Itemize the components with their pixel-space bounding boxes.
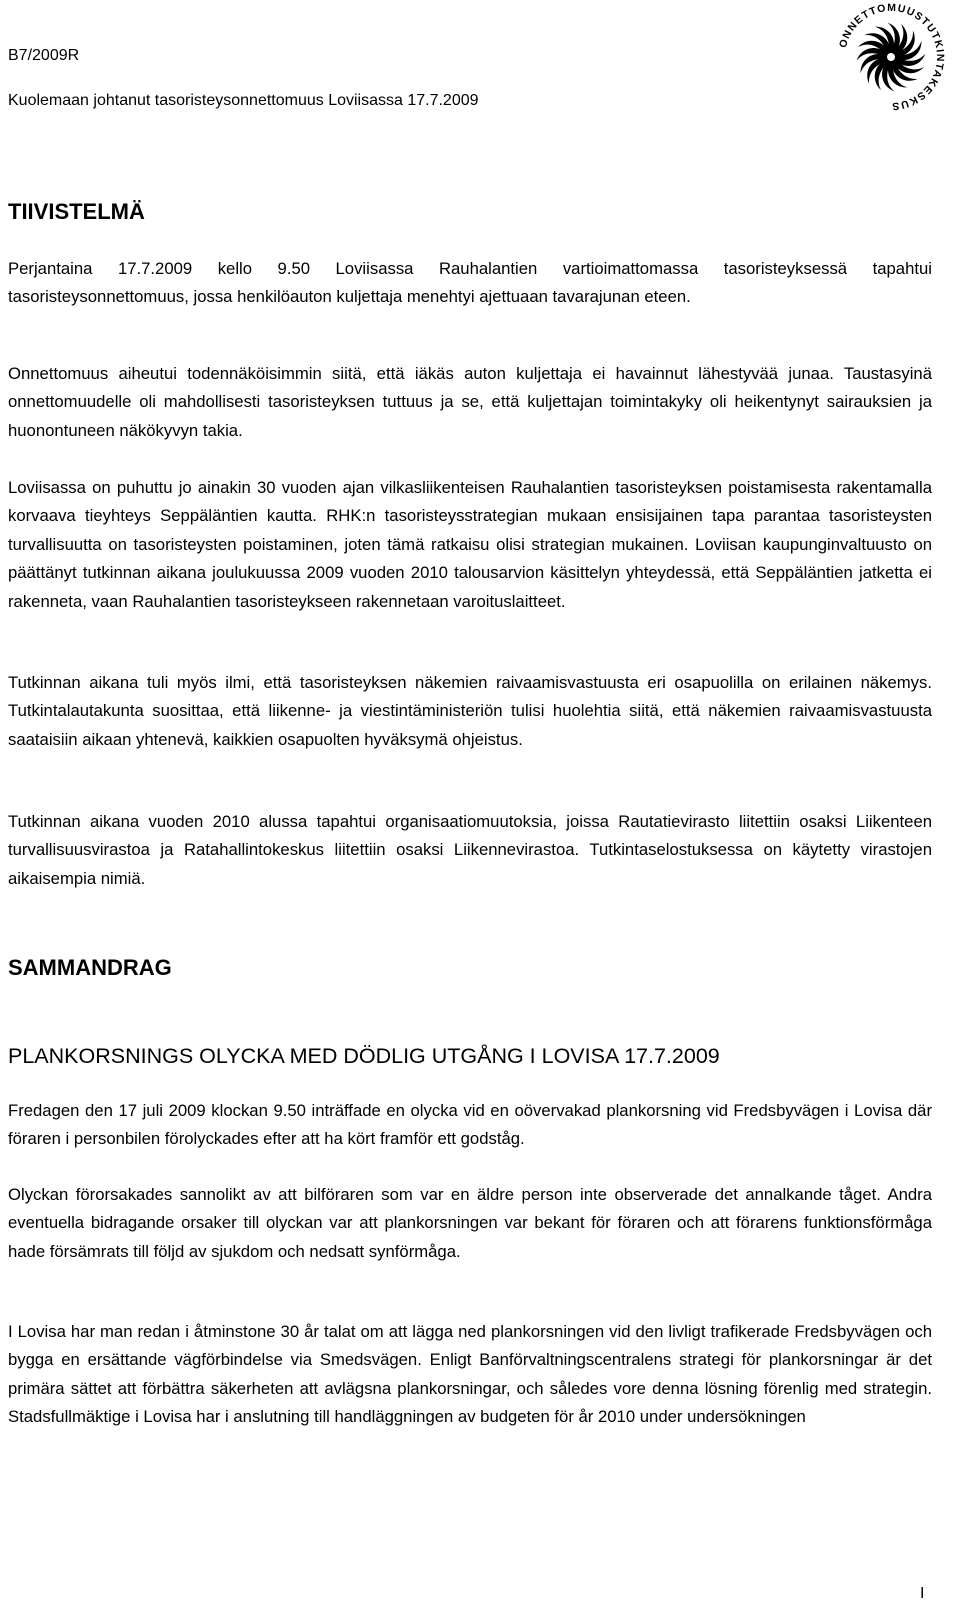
onnettomuustutkintakeskus-logo (836, 2, 946, 112)
sv-summary-heading: SAMMANDRAG (8, 955, 172, 980)
fi-summary-heading: TIIVISTELMÄ (8, 199, 145, 224)
report-title: Kuolemaan johtanut tasoristeysonnettomuus Loviisassa 17.7.2009 (8, 92, 479, 109)
fi-paragraph: Tutkinnan aikana tuli myös ilmi, että tasoristeyksen näkemien raivaamisvastuusta eri osapuolilla on erilainen näkemys. Tutkintalautakunta suosittaa, että liikenne- ja viestintäministeriön tulisi huolehtia siitä, että näkemien raivaamisvastuusta saataisiin aikaan yhtenevä, kaikkien osapuolten hyväksymä ohjeistus. (8, 673, 932, 749)
sv-paragraph: Fredagen den 17 juli 2009 klockan 9.50 inträffade en olycka vid en oövervakad plankorsning vid Fredsbyvägen i Lovisa där föraren i personbilen förolyckades efter att ha kört framför ett godståg. (8, 1101, 932, 1149)
sv-report-title: PLANKORSNINGS OLYCKA MED DÖDLIG UTGÅNG I LOVISA 17.7.2009 (8, 1044, 720, 1068)
sv-paragraph: I Lovisa har man redan i åtminstone 30 år talat om att lägga ned plankorsningen vid den livligt trafikerade Fredsbyvägen och bygga en ersättande vägförbindelse via Smedsvägen. Enligt Banförvaltningscentralens strategi för plankorsningar är det primära sättet att förbättra säkerheten att avlägsna plankorsningar, och således vore denna lösning förenlig med strategin. Stadsfullmäktige i Lovisa har i anslutning till handläggningen av budgeten för år 2010 under undersökningen (8, 1322, 932, 1427)
sv-paragraph: Olyckan förorsakades sannolikt av att bilföraren som var en äldre person inte observerade det annalkande tåget. Andra eventuella bidragande orsaker till olyckan var att plankorsningen var bekant för föraren och att förarens funktionsförmåga hade försämrats till följd av sjukdom och nedsatt synförmåga. (8, 1185, 932, 1261)
fi-paragraph: Perjantaina 17.7.2009 kello 9.50 Loviisassa Rauhalantien vartioimattomassa tasoristeyksessä tapahtui tasoristeysonnettomuus, jossa henkilöauton kuljettaja menehtyi ajettuaan tavarajunan eteen. (8, 259, 932, 307)
page-number: I (920, 1585, 925, 1602)
fi-paragraph: Tutkinnan aikana vuoden 2010 alussa tapahtui organisaatiomuutoksia, joissa Rautatievirasto liitettiin osaksi Liikenteen turvallisuusvirastoa ja Ratahallintokeskus liitettiin osaksi Liikennevirastoa. Tutkintaselostuksessa on käytetty virastojen aikaisempia nimiä. (8, 812, 932, 888)
fi-paragraph: Onnettomuus aiheutui todennäköisimmin siitä, että iäkäs auton kuljettaja ei havainnut lähestyvää junaa. Taustasyinä onnettomuudelle oli mahdollisesti tasoristeyksen tuttuus ja se, että kuljettajan toimintakyky oli heikentynyt sairauksien ja huonontuneen näkökyvyn takia. (8, 364, 932, 440)
svg-text:ONNETTOMUUSTUTKINTAKESKUS: ONNETTOMUUSTUTKINTAKESKUS (836, 2, 946, 112)
report-id: B7/2009R (8, 47, 80, 64)
fi-paragraph: Loviisassa on puhuttu jo ainakin 30 vuoden ajan vilkasliikenteisen Rauhalantien tasoristeyksen poistamisesta rakentamalla korvaava tieyhteys Seppäläntien kautta. RHK:n tasoristeysstrategian mukaan ensisijainen tapa parantaa tasoristeysten turvallisuutta on tasoristeysten poistaminen, joten tämä ratkaisu olisi strategian mukainen. Loviisan kaupunginvaltuusto on päättänyt tutkinnan aikana joulukuussa 2009 vuoden 2010 talousarvion käsittelyn yhteydessä, että Seppäläntien jatketta ei rakenneta, vaan Rauhalantien tasoristeykseen rakennetaan varoituslaitteet. (8, 478, 932, 611)
